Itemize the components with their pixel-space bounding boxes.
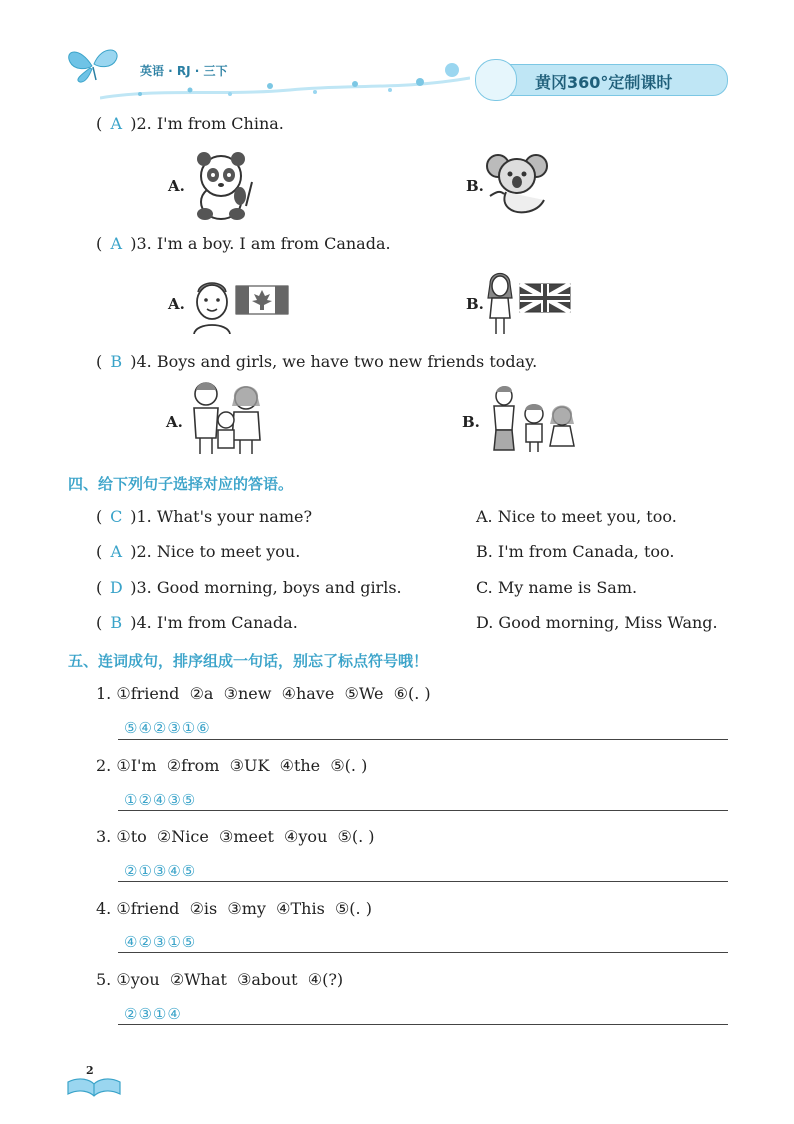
- choice-b: B. I'm from Canada, too.: [476, 542, 675, 561]
- option-a-label: A.: [168, 295, 185, 313]
- answer-line-2: [118, 810, 728, 811]
- boy-canada-flag-image: [186, 278, 292, 334]
- choice-d: D. Good morning, Miss Wang.: [476, 613, 718, 632]
- answer-line-5: [118, 1024, 728, 1025]
- word-order-item-3: 3. ①to ②Nice ③meet ④you ⑤(. ): [96, 827, 375, 846]
- word-order-item-5: 5. ①you ②What ③about ④(?): [96, 970, 344, 989]
- match-question-1: ( C )1. What's your name?: [96, 507, 313, 526]
- choice-a: A. Nice to meet you, too.: [476, 507, 677, 526]
- question-text: )2. Nice to meet you.: [130, 542, 301, 561]
- word-order-answer-2: ①②④③⑤: [124, 791, 197, 809]
- koala-image: [486, 150, 548, 218]
- page-footer: [60, 1064, 130, 1104]
- answer-line-4: [118, 952, 728, 953]
- word-order-item-2: 2. ①I'm ②from ③UK ④the ⑤(. ): [96, 756, 368, 775]
- match-question-2: ( A )2. Nice to meet you.: [96, 542, 301, 561]
- listening-item-3: ( A )3. I'm a boy. I am from Canada.: [96, 234, 391, 253]
- question-text: )4. Boys and girls, we have two new friends today.: [130, 352, 538, 371]
- word-order-answer-4: ④②③①⑤: [124, 933, 197, 951]
- answer-mark: A: [110, 114, 123, 133]
- question-text: )3. I'm a boy. I am from Canada.: [130, 234, 391, 253]
- section-5-title: 五、连词成句，排序组成一句话，别忘了标点符号哦！: [68, 652, 429, 670]
- word-order-item-1: 1. ①friend ②a ③new ④have ⑤We ⑥(. ): [96, 684, 431, 703]
- badge-circle: [475, 59, 517, 101]
- choice-c: C. My name is Sam.: [476, 578, 638, 597]
- match-question-4: ( B )4. I'm from Canada.: [96, 613, 298, 632]
- option-a-label: A.: [166, 413, 183, 431]
- answer-mark: A: [110, 542, 123, 561]
- question-text: )3. Good morning, boys and girls.: [130, 578, 402, 597]
- series-label: 英语 · RJ · 三下: [140, 64, 228, 78]
- word-order-answer-1: ⑤④②③①⑥: [124, 719, 211, 737]
- girl-uk-flag-image: [484, 268, 574, 336]
- answer-line-1: [118, 739, 728, 740]
- match-question-3: ( D )3. Good morning, boys and girls.: [96, 578, 402, 597]
- question-text: )2. I'm from China.: [130, 114, 284, 133]
- word-order-answer-3: ②①③④⑤: [124, 862, 197, 880]
- option-a-label: A.: [168, 177, 185, 195]
- question-text: )4. I'm from Canada.: [130, 613, 298, 632]
- teacher-kids-image: [482, 384, 582, 454]
- listening-item-2: ( A )2. I'm from China.: [96, 114, 284, 133]
- question-text: )1. What's your name?: [130, 507, 313, 526]
- badge-text: 黄冈360°定制课时: [535, 73, 673, 92]
- answer-mark: B: [110, 613, 123, 632]
- answer-line-3: [118, 881, 728, 882]
- answer-mark: A: [110, 234, 123, 253]
- answer-mark: C: [110, 507, 123, 526]
- answer-mark: D: [109, 578, 123, 597]
- page-number: 2: [86, 1064, 94, 1077]
- panda-image: [188, 148, 254, 222]
- header-bubbles: [100, 60, 470, 106]
- word-order-item-4: 4. ①friend ②is ③my ④This ⑤(. ): [96, 899, 372, 918]
- answer-mark: B: [110, 352, 123, 371]
- option-b-label: B.: [462, 413, 480, 431]
- page-header: [0, 0, 794, 110]
- option-b-label: B.: [466, 295, 484, 313]
- section-4-title: 四、给下列句子选择对应的答语。: [68, 475, 294, 493]
- course-badge: [480, 64, 728, 96]
- family-group-image: [186, 380, 268, 456]
- book-icon: [66, 1076, 122, 1098]
- option-b-label: B.: [466, 177, 484, 195]
- listening-item-4: ( B )4. Boys and girls, we have two new friends today.: [96, 352, 538, 371]
- word-order-answer-5: ②③①④: [124, 1005, 182, 1023]
